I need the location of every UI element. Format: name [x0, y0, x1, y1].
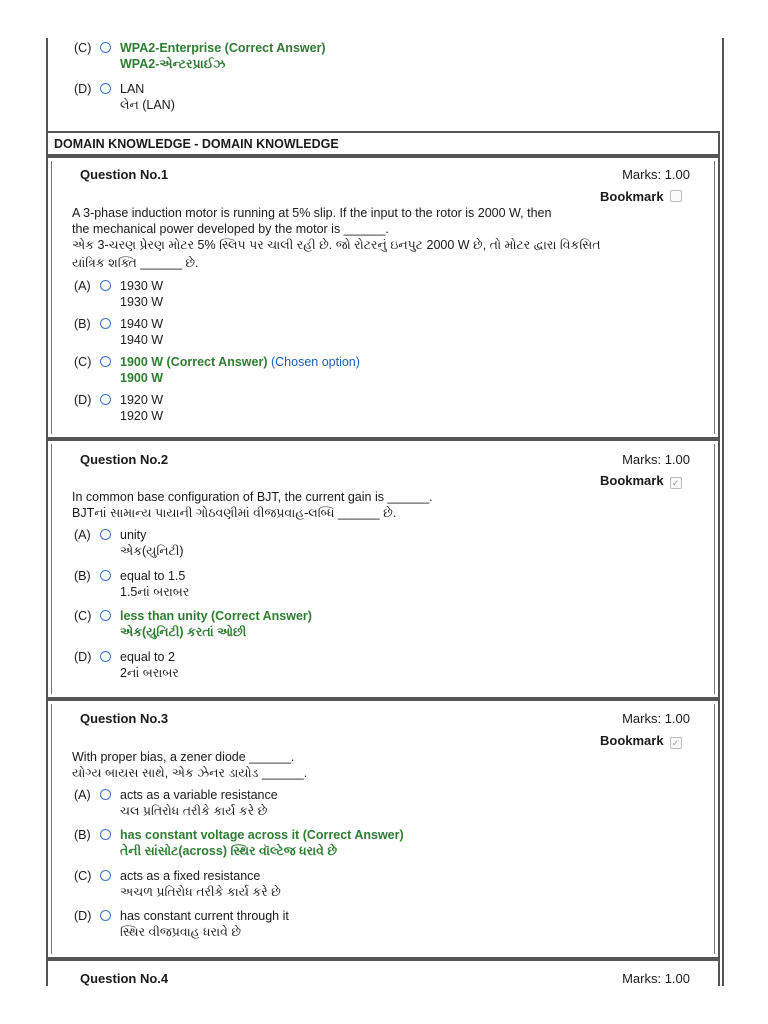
- bookmark-label: Bookmark: [600, 189, 664, 204]
- radio-icon[interactable]: [100, 570, 111, 581]
- bookmark-checkbox-checked[interactable]: ✓: [670, 737, 682, 749]
- option-text: WPA2-Enterprise (Correct Answer) WPA2-એન્ટરપ્રાઈઝ: [120, 41, 326, 71]
- marks-label: Marks: 1.00: [622, 711, 690, 726]
- question-text-gu: BJTનાં સામાન્ય પાયાની ગોઠવણીમાં વીજપ્રવાહ-લબ્ધિ ______ છે.: [72, 506, 397, 520]
- radio-icon[interactable]: [100, 529, 111, 540]
- radio-icon[interactable]: [100, 870, 111, 881]
- question-text-gu-line1: એક 3-ચરણ પ્રેરણ મોટર 5% સ્લિપ પર ચાલી રહી છે. જો રોટરનું ઇનપુટ 2000 W છે, તો મોટર દ્વારા વિકસિત: [72, 238, 601, 252]
- radio-icon[interactable]: [100, 610, 111, 621]
- correct-answer-text: less than unity (Correct Answer) એક(યુનિટી) કરતાં ઓછી: [120, 609, 312, 639]
- option-text: equal to 1.5 1.5નાં બરાબર: [120, 569, 190, 599]
- radio-icon[interactable]: [100, 356, 111, 367]
- option-a[interactable]: [74, 527, 374, 559]
- radio-icon[interactable]: [100, 829, 111, 840]
- option-c-previous[interactable]: [74, 40, 474, 72]
- question-number: Question No.3: [80, 711, 169, 726]
- option-c[interactable]: [74, 608, 474, 640]
- option-text: LAN લેન (LAN): [120, 82, 175, 112]
- option-a[interactable]: [74, 278, 374, 310]
- radio-icon[interactable]: [100, 280, 111, 291]
- option-text: acts as a variable resistance ચલ પ્રતિરોધ તરીકે કાર્ય કરે છે: [120, 788, 278, 818]
- marks-label: Marks: 1.00: [622, 971, 690, 986]
- option-text: 1920 W 1920 W: [120, 393, 164, 423]
- option-b[interactable]: [74, 827, 574, 859]
- question-text-gu: યોગ્ય બાયસ સાથે, એક ઝેનર ડાયોડ ______.: [72, 766, 308, 780]
- option-d-previous[interactable]: [74, 81, 474, 113]
- radio-icon[interactable]: [100, 651, 111, 662]
- option-label: (C): [74, 869, 92, 883]
- option-label: (D): [74, 393, 92, 407]
- option-text: acts as a fixed resistance અચળ પ્રતિરોધ તરીકે કાર્ય કરે છે: [120, 869, 281, 899]
- radio-icon[interactable]: [100, 394, 111, 405]
- option-label: (B): [74, 828, 91, 842]
- question-text-gu-line2: યાંત્રિક શક્તિ ______ છે.: [72, 256, 199, 270]
- question-text-en: With proper bias, a zener diode ______.: [72, 750, 295, 764]
- option-text: unity એક(યુનિટી): [120, 528, 184, 558]
- marks-label: Marks: 1.00: [622, 167, 690, 182]
- option-d[interactable]: [74, 649, 374, 681]
- radio-icon[interactable]: [100, 83, 111, 94]
- option-text: 1900 W (Correct Answer) (Chosen option) 1900 W: [120, 355, 360, 385]
- option-label: (C): [74, 41, 92, 55]
- question-number: Question No.1: [80, 167, 169, 182]
- option-label: (D): [74, 650, 92, 664]
- question-text-en: In common base configuration of BJT, the current gain is ______.: [72, 490, 433, 504]
- option-label: (D): [74, 909, 92, 923]
- question-number: Question No.4: [80, 971, 169, 986]
- option-text: 1940 W 1940 W: [120, 317, 164, 347]
- option-label: (A): [74, 279, 91, 293]
- question-text: [72, 749, 602, 781]
- option-c[interactable]: [74, 354, 474, 386]
- option-label: (B): [74, 569, 91, 583]
- bookmark-checkbox-checked[interactable]: ✓: [670, 477, 682, 489]
- option-label: (A): [74, 528, 91, 542]
- section-title: DOMAIN KNOWLEDGE - DOMAIN KNOWLEDGE: [46, 131, 720, 156]
- bookmark-toggle[interactable]: [600, 189, 682, 204]
- option-label: (D): [74, 82, 92, 96]
- option-b[interactable]: [74, 316, 374, 348]
- bookmark-checkbox[interactable]: [670, 190, 682, 202]
- option-label: (A): [74, 788, 91, 802]
- question-text-en-line2: the mechanical power developed by the motor is ______.: [72, 222, 389, 236]
- question-number: Question No.2: [80, 452, 169, 467]
- question-text-en-line1: A 3-phase induction motor is running at 5% slip. If the input to the rotor is 2000 W, then: [72, 206, 552, 220]
- option-text: equal to 2 2નાં બરાબર: [120, 650, 179, 680]
- option-label: (B): [74, 317, 91, 331]
- radio-icon[interactable]: [100, 910, 111, 921]
- chosen-option-tag: (Chosen option): [270, 355, 360, 369]
- option-a[interactable]: [74, 787, 474, 819]
- radio-icon[interactable]: [100, 42, 111, 53]
- option-text: has constant current through it સ્થિર વીજપ્રવાહ ધરાવે છે: [120, 909, 289, 939]
- option-label: (C): [74, 609, 92, 623]
- bookmark-label: Bookmark: [600, 473, 664, 488]
- bookmark-label: Bookmark: [600, 733, 664, 748]
- option-text: 1930 W 1930 W: [120, 279, 164, 309]
- option-d[interactable]: [74, 908, 474, 940]
- bookmark-toggle[interactable]: [600, 473, 682, 489]
- option-label: (C): [74, 355, 92, 369]
- question-text: [72, 205, 632, 271]
- correct-answer-text: has constant voltage across it (Correct Answer) તેની સાંસોટ(across) સ્થિર વૉલ્ટેજ ધરાવે છે: [120, 828, 404, 858]
- radio-icon[interactable]: [100, 318, 111, 329]
- question-text: [72, 489, 602, 521]
- option-c[interactable]: [74, 868, 474, 900]
- radio-icon[interactable]: [100, 789, 111, 800]
- marks-label: Marks: 1.00: [622, 452, 690, 467]
- option-d[interactable]: [74, 392, 374, 424]
- correct-answer-text: 1900 W (Correct Answer): [120, 355, 268, 369]
- bookmark-toggle[interactable]: [600, 733, 682, 749]
- option-b[interactable]: [74, 568, 374, 600]
